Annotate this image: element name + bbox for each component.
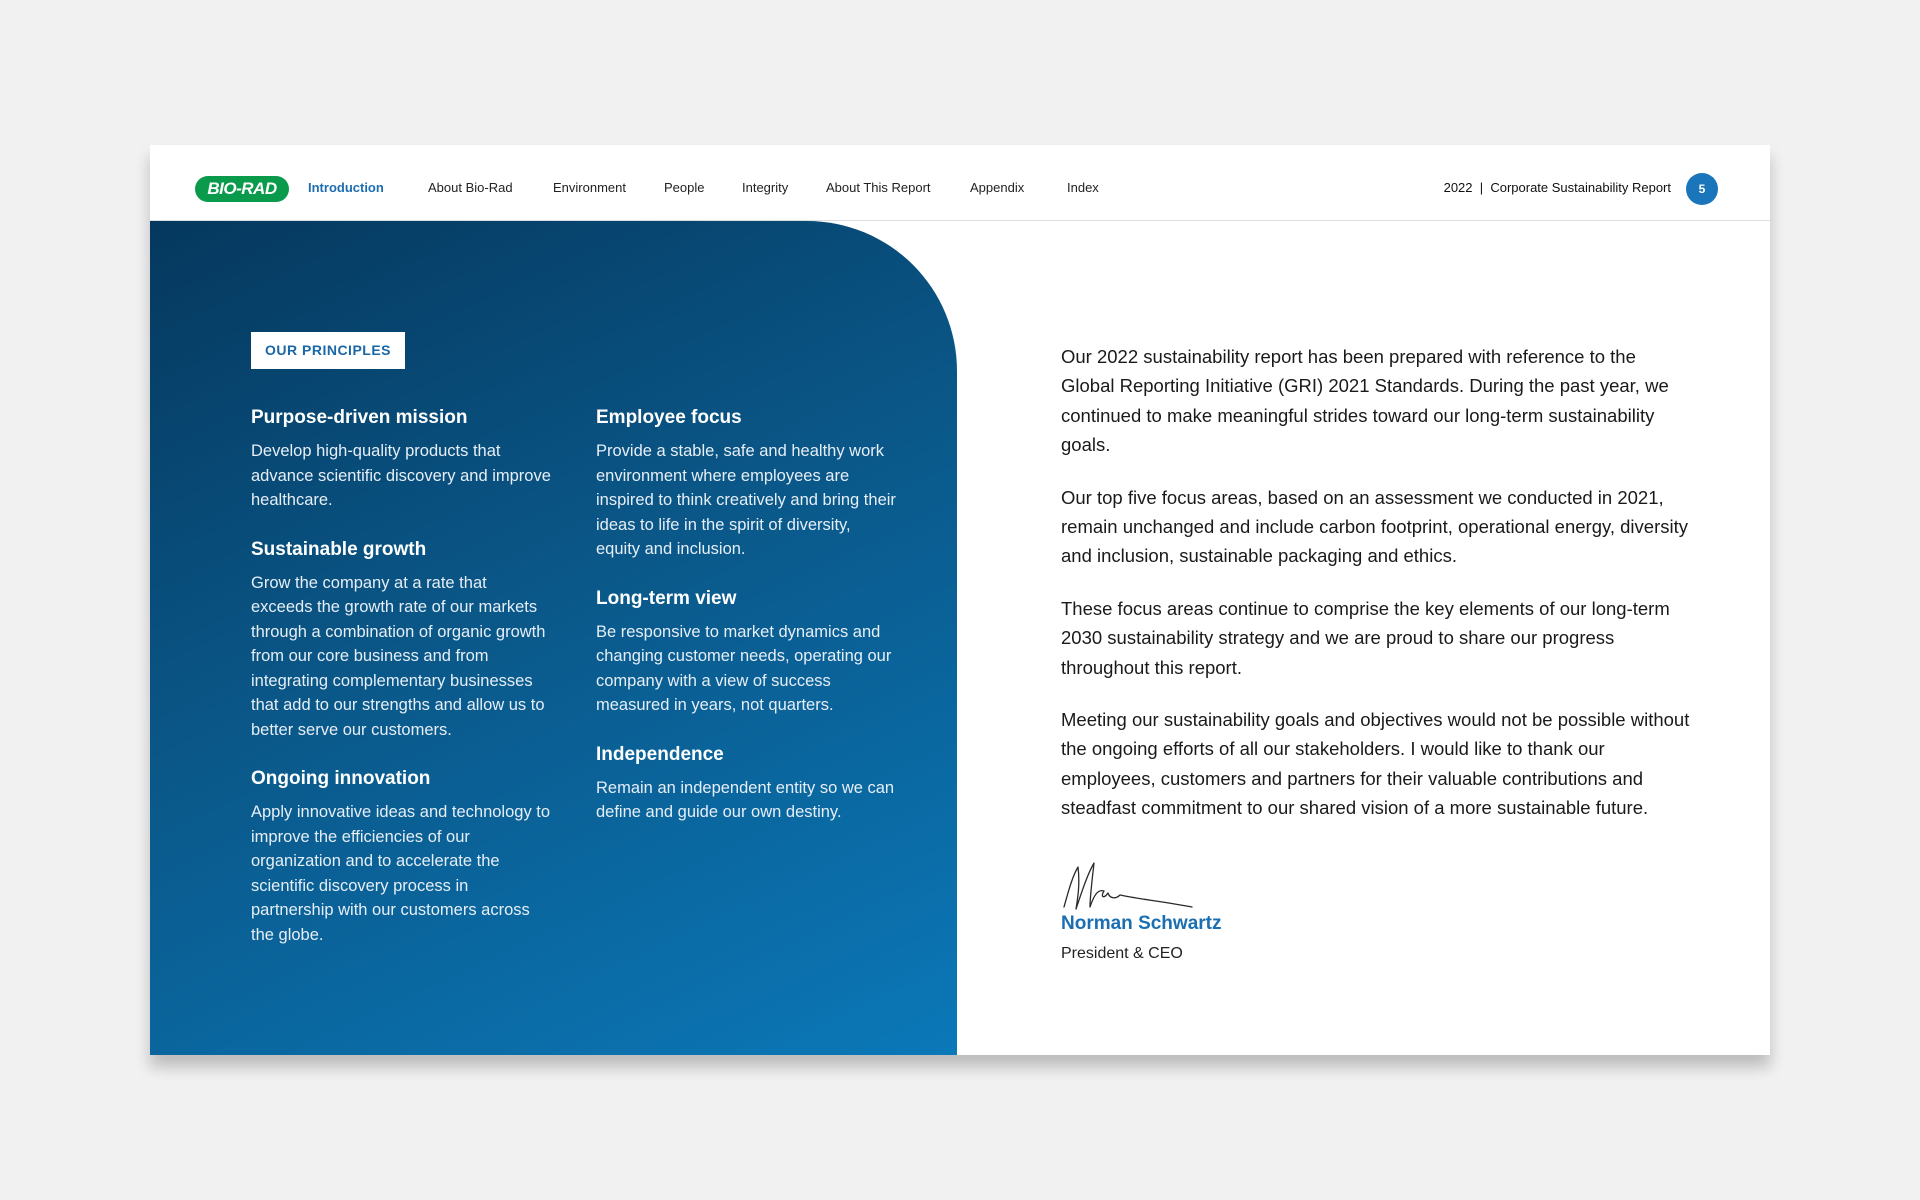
principle-item (251, 539, 551, 743)
letter-paragraph: Our 2022 sustainability report has been prepared with reference to the Global Reporting Initiative (GRI) 2021 Standards. During the past year, we continued to make meaningful strides toward our long-term sustainability goals. (1061, 346, 1669, 456)
signature-image (1060, 853, 1200, 913)
principle-text: Provide a stable, safe and healthy work environment where employees are inspired to think creatively and bring their ideas to life in the spirit of diversity, equity and inclusion. (596, 442, 896, 558)
letter-paragraph: These focus areas continue to comprise the key elements of our long-term 2030 sustainability strategy and we are proud to share our progress throughout this report. (1061, 597, 1670, 678)
page-number-badge: 5 (1686, 173, 1718, 205)
principle-title: Long-term view (596, 587, 737, 609)
principle-item (596, 744, 896, 825)
principles-right-column (596, 407, 896, 851)
principle-title: Purpose-driven mission (251, 407, 468, 428)
nav-appendix[interactable]: Appendix (970, 180, 1025, 195)
nav-environment[interactable]: Environment (553, 180, 626, 195)
principle-title: Employee focus (596, 407, 742, 428)
principle-item (251, 768, 551, 947)
principle-item (596, 588, 896, 718)
principle-text: Be responsive to market dynamics and changing customer needs, operating our company with a view of success measured in years, not quarters. (596, 622, 892, 714)
principle-text: Grow the company at a rate that exceeds the growth rate of our markets through a combination of organic growth from our core business and from integrating complementary businesses that add to our strengths and allow us to better serve our customers. (251, 573, 546, 739)
report-page (150, 145, 1770, 1055)
principle-text: Remain an independent entity so we can define and guide our own destiny. (596, 778, 895, 821)
nav-people[interactable]: People (664, 180, 705, 195)
principles-heading-badge: OUR PRINCIPLES (251, 332, 405, 369)
nav-integrity[interactable]: Integrity (742, 180, 789, 195)
principles-left-column (251, 407, 551, 973)
principle-item (596, 407, 896, 562)
principle-item (251, 407, 551, 513)
nav-introduction[interactable]: Introduction (308, 180, 384, 195)
signer-title: President & CEO (1061, 945, 1183, 962)
principle-text: Develop high-quality products that advance scientific discovery and improve healthcare. (251, 442, 551, 509)
bio-rad-logo[interactable] (195, 176, 289, 202)
ceo-letter (1061, 342, 1691, 846)
nav-about-this-report[interactable]: About This Report (826, 180, 931, 195)
principle-text: Apply innovative ideas and technology to improve the efficiencies of our organization and to accelerate the scientific discovery process in partnership with our customers across the globe. (251, 803, 551, 944)
logo-text: BIO-RAD (207, 179, 277, 198)
principle-title: Sustainable growth (251, 538, 427, 560)
principles-panel (150, 221, 957, 1055)
principle-title: Independence (596, 743, 724, 765)
top-navigation-bar (150, 145, 1770, 221)
report-title: 2022 | Corporate Sustainability Report (1443, 180, 1671, 195)
nav-index[interactable]: Index (1067, 180, 1099, 195)
letter-paragraph: Meeting our sustainability goals and objectives would not be possible without the ongoing efforts of all our stakeholders. I would like to thank our employees, customers and partners for their valuable contributions and steadfast commitment to our shared vision of a more sustainable future. (1061, 709, 1690, 819)
principle-title: Ongoing innovation (251, 768, 431, 789)
letter-paragraph: Our top five focus areas, based on an assessment we conducted in 2021, remain unchanged and include carbon footprint, operational energy, diversity and inclusion, sustainable packaging and ethics. (1061, 486, 1688, 567)
nav-about-bio-rad[interactable]: About Bio-Rad (428, 180, 513, 195)
signer-name: Norman Schwartz (1061, 913, 1222, 934)
